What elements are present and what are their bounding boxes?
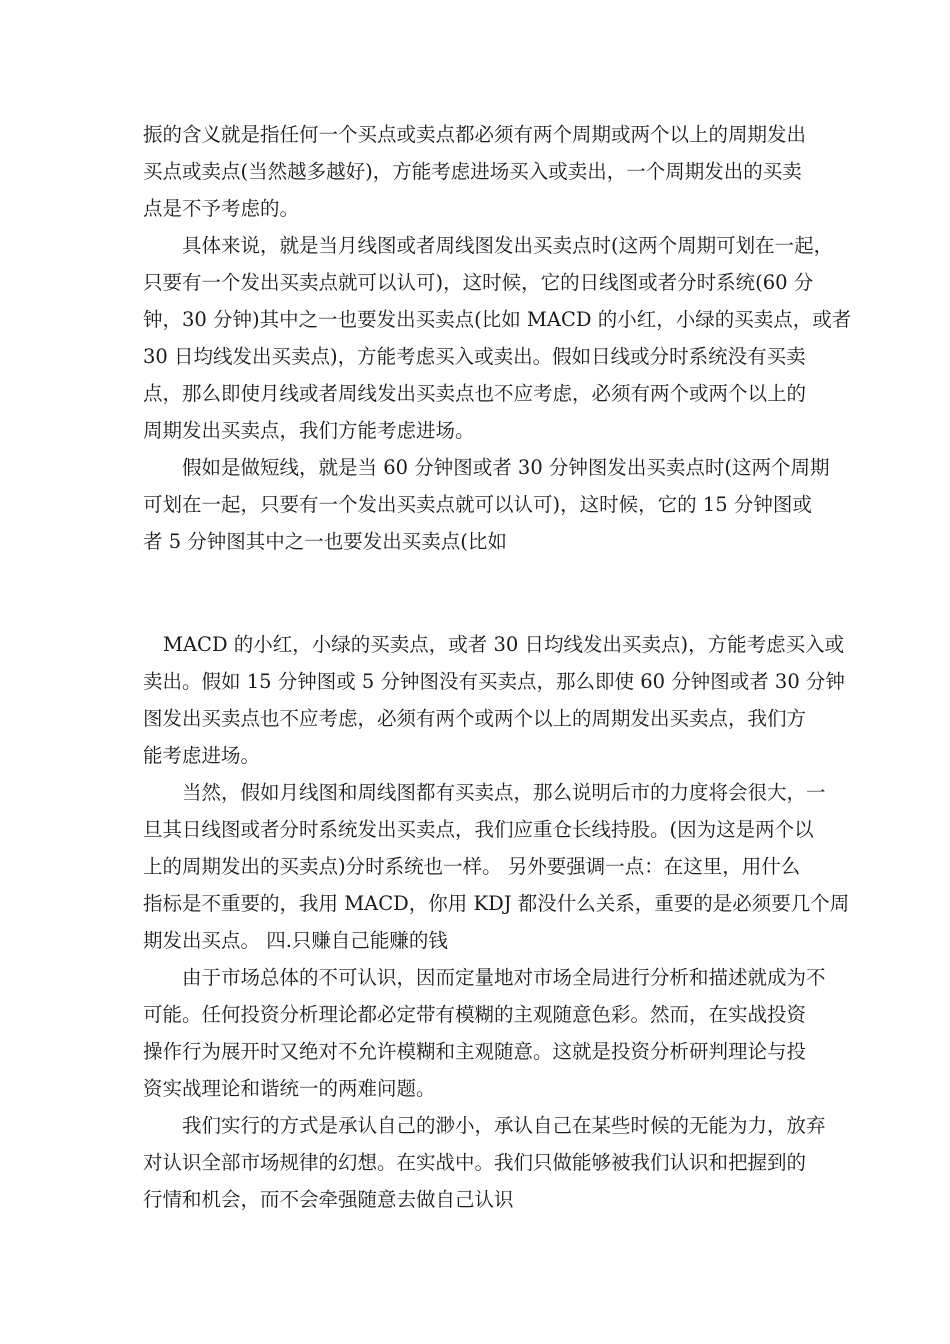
text-line: 指标是不重要的，我用 MACD，你用 KDJ 都没什么关系，重要的是必须要几个周 [143, 892, 850, 915]
paragraph-start-line: 当然，假如月线图和周线图都有买卖点，那么说明后市的力度将会很大，一 [182, 781, 826, 804]
text-line: 上的周期发出的买卖点)分时系统也一样。 另外要强调一点：在这里，用什么 [143, 855, 801, 878]
paragraph-start-line: 具体来说，就是当月线图或者周线图发出买卖点时(这两个周期可划在一起， [182, 234, 834, 257]
text-line: 30 日均线发出买卖点)，方能考虑买入或卖出。假如日线或分时系统没有买卖 [143, 345, 806, 368]
text-line: 资实战理论和谐统一的两难问题。 [143, 1077, 436, 1100]
paragraph-start-line: 由于市场总体的不可认识，因而定量地对市场全局进行分析和描述就成为不 [182, 966, 826, 989]
text-block-1 [143, 116, 852, 560]
text-line: 期发出买点。 四.只赚自己能赚的钱 [143, 929, 448, 952]
paragraph-start-line: 假如是做短线，就是当 60 分钟图或者 30 分钟图发出买卖点时(这两个周期 [182, 456, 830, 479]
paragraph-start-line: MACD 的小红，小绿的买卖点，或者 30 日均线发出买卖点)，方能考虑买入或 [163, 633, 845, 656]
text-line: 点，那么即使月线或者周线发出买卖点也不应考虑，必须有两个或两个以上的 [143, 382, 807, 405]
text-line: 行情和机会，而不会牵强随意去做自己认识 [143, 1188, 514, 1211]
text-line: 点是不予考虑的。 [143, 197, 300, 220]
text-line: 者 5 分钟图其中之一也要发出买卖点(比如 [143, 530, 507, 553]
paragraph-start-line: 我们实行的方式是承认自己的渺小，承认自己在某些时候的无能为力，放弃 [182, 1114, 826, 1137]
text-line: 能考虑进场。 [143, 744, 261, 767]
text-line: 钟，30 分钟)其中之一也要发出买卖点(比如 MACD 的小红，小绿的买卖点，或者 [143, 308, 852, 331]
text-line: 卖出。假如 15 分钟图或 5 分钟图没有买卖点，那么即使 60 分钟图或者 30 分钟 [143, 670, 845, 693]
text-line: 周期发出买卖点，我们方能考虑进场。 [143, 419, 475, 442]
text-line: 振的含义就是指任何一个买点或卖点都必须有两个周期或两个以上的周期发出 [143, 123, 807, 146]
text-line: 操作行为展开时又绝对不允许模糊和主观随意。这就是投资分析研判理论与投 [143, 1040, 807, 1063]
text-line: 只要有一个发出买卖点就可以认可)，这时候，它的日线图或者分时系统(60 分 [143, 271, 814, 294]
text-block-2 [143, 626, 850, 1218]
text-line: 对认识全部市场规律的幻想。在实战中。我们只做能够被我们认识和把握到的 [143, 1151, 807, 1174]
text-line: 可能。任何投资分析理论都必定带有模糊的主观随意色彩。然而，在实战投资 [143, 1003, 807, 1026]
text-line: 买点或卖点(当然越多越好)，方能考虑进场买入或卖出，一个周期发出的买卖 [143, 160, 802, 183]
text-line: 图发出买卖点也不应考虑，必须有两个或两个以上的周期发出买卖点，我们方 [143, 707, 807, 730]
text-line: 可划在一起，只要有一个发出买卖点就可以认可)，这时候，它的 15 分钟图或 [143, 493, 812, 516]
text-line: 旦其日线图或者分时系统发出买卖点，我们应重仓长线持股。(因为这是两个以 [143, 818, 814, 841]
